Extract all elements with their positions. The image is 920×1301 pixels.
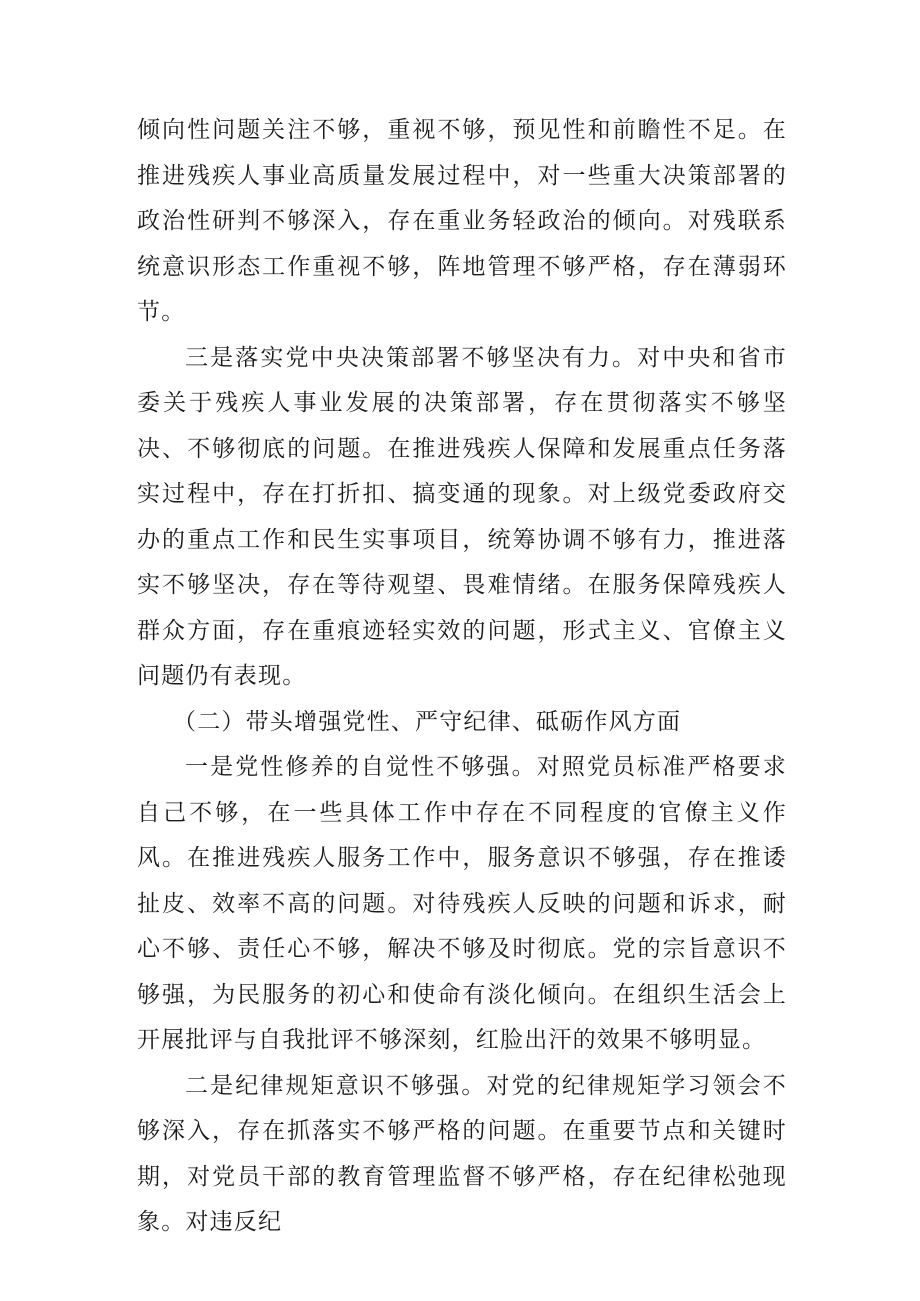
paragraph-point-two: 二是纪律规矩意识不够强。对党的纪律规矩学习领会不够深入，存在抓落实不够严格的问题。在重要节点和关键时期，对党员干部的教育管理监督不够严格，存在纪律松弛现象。对违反纪 [137, 1072, 787, 1235]
document-body [137, 108, 787, 1246]
section-heading-two: （二）带头增强党性、严守纪律、砥砺作风方面 [173, 708, 682, 735]
paragraph-point-three: 三是落实党中央决策部署不够坚决有力。对中央和省市委关于残疾人事业发展的决策部署，存在贯彻落实不够坚决、不够彻底的问题。在推进残疾人保障和发展重点任务落实过程中，存在打折扣、搞变通的现象。对上级党委政府交办的重点工作和民生实事项目，统筹协调不够有力，推进落实不够坚决，存在等待观望、畏难情绪。在服务保障残疾人群众方面，存在重痕迹轻实效的问题，形式主义、官僚主义问题仍有表现。 [137, 344, 787, 689]
paragraph-continuation: 倾向性问题关注不够，重视不够，预见性和前瞻性不足。在推进残疾人事业高质量发展过程中，对一些重大决策部署的政治性研判不够深入，存在重业务轻政治的倾向。对残联系统意识形态工作重视不够，阵地管理不够严格，存在薄弱环节。 [137, 117, 787, 325]
paragraph-point-one: 一是党性修养的自觉性不够强。对照党员标准严格要求自己不够，在一些具体工作中存在不同程度的官僚主义作风。在推进残疾人服务工作中，服务意识不够强，存在推诿扯皮、效率不高的问题。对待残疾人反映的问题和诉求，耐心不够、责任心不够，解决不够及时彻底。党的宗旨意识不够强，为民服务的初心和使命有淡化倾向。在组织生活会上开展批评与自我批评不够深刻，红脸出汗的效果不够明显。 [137, 754, 787, 1053]
